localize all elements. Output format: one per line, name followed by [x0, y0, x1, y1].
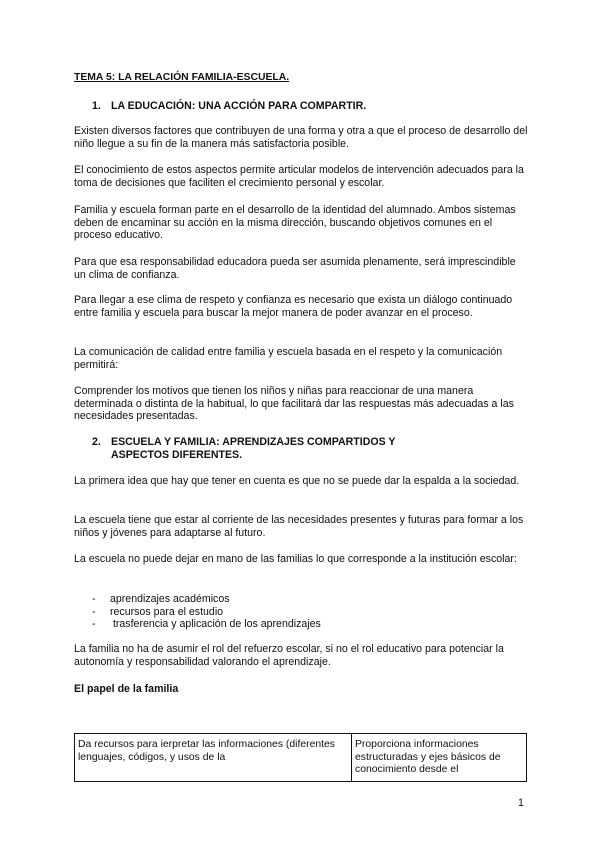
paragraph: La familia no ha de asumir el rol del refuerzo escolar, si no el rol educativo para potenciar la autonomía y responsabilidad valorando el aprendizaje.	[74, 643, 504, 668]
paragraph: Para que esa responsabilidad educadora pueda ser asumida plenamente, será imprescindible un clima de confianza.	[74, 256, 516, 281]
table-cell-right: Proporciona informaciones estructuradas y ejes básicos de conocimiento desde el	[352, 734, 527, 782]
paragraph: Para llegar a ese clima de respeto y confianza es necesario que exista un diálogo continuado entre familia y escuela para buscar la mejor manera de poder avanzar en el proceso.	[74, 294, 513, 319]
list-item-text: recursos para el estudio	[110, 605, 224, 618]
page-number: 1	[518, 797, 524, 809]
section-1-heading	[92, 100, 471, 113]
section-1-title: LA EDUCACIÓN: UNA ACCIÓN PARA COMPARTIR.	[111, 100, 367, 112]
bullet-list	[92, 593, 321, 631]
table-row	[75, 734, 527, 782]
list-dash: -	[92, 605, 96, 618]
comparison-table	[74, 733, 527, 782]
section-1-number: 1.	[92, 100, 101, 112]
list-item-text: trasferencia y aplicación de los aprendizajes	[110, 618, 321, 631]
list-item	[92, 606, 321, 619]
section-2-title: ESCUELA Y FAMILIA: APRENDIZAJES COMPARTIDOS Y ASPECTOS DIFERENTES.	[111, 436, 396, 461]
section-2-number: 2.	[92, 436, 101, 448]
paragraph: La comunicación de calidad entre familia y escuela basada en el respeto y la comunicación permitirá:	[74, 346, 503, 371]
document-title: TEMA 5: LA RELACIÓN FAMILIA-ESCUELA.	[74, 72, 290, 83]
paragraph: Familia y escuela forman parte en el desarrollo de la identidad del alumnado. Ambos sistemas deben de encaminar su acción en la misma dirección, buscando objetivos comunes en el proceso educativo.	[74, 204, 516, 242]
paragraph: Comprender los motivos que tienen los niños y niñas para reaccionar de una manera determinada o distinta de la habitual, lo que facilitará dar las respuestas más adecuadas a las necesidades presentadas.	[74, 385, 514, 423]
table-cell-left: Da recursos para ierpretar las informaciones (diferentes lenguajes, códigos, y usos de la	[75, 734, 352, 782]
paragraph: Existen diversos factores que contribuyen de una forma y otra a que el proceso de desarrollo del niño llegue a su fin de la manera más satisfactoria posible.	[74, 125, 528, 150]
paragraph: El conocimiento de estos aspectos permite articular modelos de intervención adecuados para la toma de decisiones que faciliten el crecimiento personal y escolar.	[74, 164, 524, 189]
paragraph: La escuela tiene que estar al corriente de las necesidades presentes y futuras para formar a los niños y jóvenes para adaptarse al futuro.	[74, 514, 524, 539]
section-2-heading	[92, 436, 451, 461]
list-item	[92, 593, 321, 606]
list-dash: -	[92, 593, 96, 605]
paragraph: La primera idea que hay que tener en cuenta es que no se puede dar la espalda a la sociedad.	[74, 475, 520, 487]
subheading: El papel de la familia	[74, 683, 179, 695]
paragraph: La escuela no puede dejar en mano de las familias lo que corresponde a la institución escolar:	[74, 553, 517, 565]
list-item-text: aprendizajes académicos	[110, 593, 230, 605]
list-item	[92, 618, 321, 631]
list-dash: -	[92, 618, 96, 631]
